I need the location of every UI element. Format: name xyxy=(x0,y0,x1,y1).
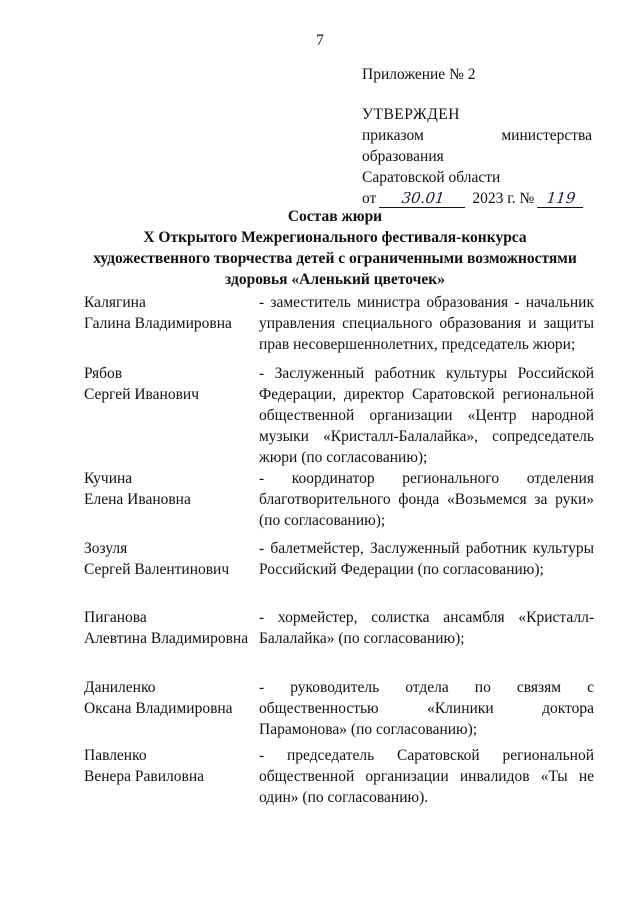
approval-ministry-word: министерства xyxy=(501,127,592,144)
member-surname: Рябов xyxy=(84,365,123,382)
approval-region-line: Саратовской области xyxy=(362,169,501,186)
handwritten-date: 30.01 xyxy=(379,190,467,208)
approval-order-line xyxy=(362,125,592,146)
member-name xyxy=(84,292,254,334)
title-line-3: художественного творчества детей с ограниченными возможностями xyxy=(93,250,577,267)
member-surname: Кучина xyxy=(84,470,133,487)
title-line-1: Состав жюри xyxy=(287,208,383,225)
approval-education-line: образования xyxy=(362,148,444,165)
member-name xyxy=(84,607,254,649)
handwritten-order-number: 119 xyxy=(537,190,585,208)
document-title xyxy=(70,206,600,290)
member-name xyxy=(84,538,254,580)
member-surname: Зозуля xyxy=(84,540,128,557)
member-given-names: Елена Ивановна xyxy=(84,491,191,508)
appendix-label: Приложение № 2 xyxy=(362,66,476,83)
member-surname: Калягина xyxy=(84,294,146,311)
member-given-names: Сергей Валентинович xyxy=(84,561,230,578)
approval-stamp-block xyxy=(362,104,592,209)
member-given-names: Алевтина Владимировна xyxy=(84,630,249,647)
member-role: - руководитель отдела по связям с общественностью «Клиники доктора Парамонова» (по согласованию); xyxy=(259,679,594,738)
member-role: - заместитель министра образования - начальник управления специального образования и защиты прав несовершеннолетних, председатель жюри; xyxy=(259,294,594,353)
page-number: 7 xyxy=(316,32,324,49)
member-surname: Пиганова xyxy=(84,609,147,626)
member-name xyxy=(84,745,254,787)
date-prefix: от xyxy=(362,190,377,207)
member-given-names: Венера Равиловна xyxy=(84,768,204,785)
approval-heading: УТВЕРЖДЕН xyxy=(362,106,460,123)
member-role: - Заслуженный работник культуры Российской Федерации, директор Саратовской региональной общественной организации «Центр народной музыки «Кристалл-Балалайка», сопредседатель жюри (по согласованию); xyxy=(259,365,594,466)
member-role: - координатор регионального отделения благотворительного фонда «Возьмемся за руки» (по согласованию); xyxy=(259,470,594,529)
member-name xyxy=(84,677,254,719)
member-name xyxy=(84,363,254,405)
title-line-2: X Открытого Межрегионального фестиваля-конкурса xyxy=(143,229,527,246)
member-role: - балетмейстер, Заслуженный работник культуры Российский Федерации (по согласованию); xyxy=(259,540,594,578)
member-surname: Павленко xyxy=(84,747,147,764)
member-given-names: Оксана Владимировна xyxy=(84,700,233,717)
member-surname: Даниленко xyxy=(84,679,156,696)
member-role: - хормейстер, солистка ансамбля «Кристалл-Балалайка» (по согласованию); xyxy=(259,609,594,647)
member-role: - председатель Саратовской региональной общественной организации инвалидов «Ты не один» (по согласованию). xyxy=(259,747,594,806)
member-name xyxy=(84,468,254,510)
year-and-number-label: 2023 г. № xyxy=(472,190,535,207)
member-given-names: Сергей Иванович xyxy=(84,386,200,403)
title-line-4: здоровья «Аленький цветочек» xyxy=(225,271,445,288)
approval-order-word: приказом xyxy=(362,127,424,144)
member-given-names: Галина Владимировна xyxy=(84,315,232,332)
